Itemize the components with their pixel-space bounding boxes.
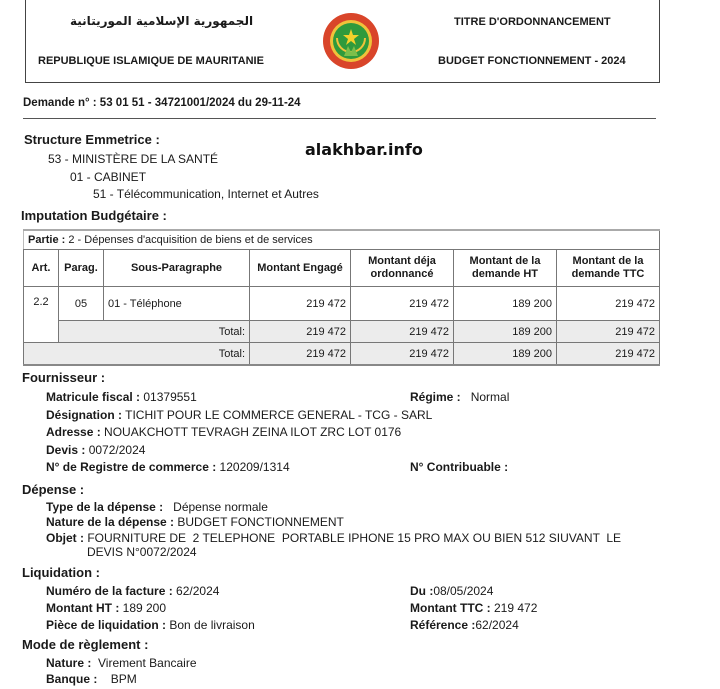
- nature-depense-value: BUDGET FONCTIONNEMENT: [177, 515, 344, 529]
- registre-label: N° de Registre de commerce :: [46, 460, 217, 474]
- nature-depense-label: Nature de la dépense :: [46, 515, 175, 529]
- budget-title: BUDGET FONCTIONNEMENT - 2024: [438, 55, 626, 67]
- table-row: [24, 287, 660, 321]
- objet-value-line2: DEVIS N°0072/2024: [87, 545, 197, 559]
- reference-label: Référence :: [410, 618, 476, 632]
- total-label: Total:: [24, 343, 250, 366]
- total-ht: 189 200: [454, 343, 557, 366]
- cell-art: 2.2: [24, 287, 59, 343]
- cell-ttc: 219 472: [557, 287, 660, 321]
- regime-value: Normal: [470, 390, 510, 404]
- col-montant-engage: Montant Engagé: [250, 250, 351, 287]
- fournisseur-title: Fournisseur :: [22, 370, 106, 385]
- montant-ht-label: Montant HT :: [46, 601, 120, 615]
- matricule-value: 01379551: [143, 390, 197, 404]
- objet-value-line1: FOURNITURE DE 2 TELEPHONE PORTABLE IPHONE 15 PRO MAX OU BIEN 512 SIUVANT LE: [87, 531, 622, 545]
- demande-number: Demande n° : 53 01 51 - 34721001/2024 du 29-11-24: [23, 97, 301, 109]
- du-label: Du :: [410, 584, 434, 598]
- designation-value: TICHIT POUR LE COMMERCE GENERAL - TCG - SARL: [125, 408, 433, 422]
- banque-label: Banque :: [46, 672, 98, 686]
- col-sous-paragraphe: Sous-Paragraphe: [104, 250, 250, 287]
- imputation-table: [23, 229, 660, 366]
- total-row: [24, 343, 660, 366]
- type-depense-value: Dépense normale: [173, 500, 268, 514]
- total-deja: 219 472: [351, 343, 454, 366]
- reference-value: 62/2024: [475, 618, 519, 632]
- reglement-title: Mode de règlement :: [22, 637, 149, 652]
- reglement-nature-value: Virement Bancaire: [98, 656, 197, 670]
- subtotal-ht: 189 200: [454, 321, 557, 343]
- subtotal-label: Total:: [59, 321, 250, 343]
- montant-ttc-value: 219 472: [494, 601, 538, 615]
- partie-value: 2 - Dépenses d'acquisition de biens et de services: [68, 234, 313, 246]
- col-art: Art.: [24, 250, 59, 287]
- registre-value: 120209/1314: [219, 460, 290, 474]
- facture-label: Numéro de la facture :: [46, 584, 173, 598]
- type-depense-label: Type de la dépense :: [46, 500, 164, 514]
- country-name-arabic: الجمهورية الإسلامية الموريتانية: [70, 14, 254, 28]
- col-montant-ttc: Montant de la demande TTC: [557, 250, 660, 287]
- structure-service: 51 - Télécommunication, Internet et Autres: [93, 187, 319, 201]
- devis-value: 0072/2024: [88, 443, 146, 457]
- subtotal-engage: 219 472: [250, 321, 351, 343]
- total-ttc: 219 472: [557, 343, 660, 366]
- col-montant-ht: Montant de la demande HT: [454, 250, 557, 287]
- col-parag: Parag.: [59, 250, 104, 287]
- cell-ht: 189 200: [454, 287, 557, 321]
- cell-engage: 219 472: [250, 287, 351, 321]
- regime-label: Régime :: [410, 390, 461, 404]
- divider: [23, 118, 656, 119]
- piece-label: Pièce de liquidation :: [46, 618, 167, 632]
- subtotal-deja: 219 472: [351, 321, 454, 343]
- adresse-label: Adresse :: [46, 425, 101, 439]
- designation-label: Désignation :: [46, 408, 123, 422]
- matricule-label: Matricule fiscal :: [46, 390, 141, 404]
- imputation-title: Imputation Budgétaire :: [21, 208, 167, 223]
- contribuable-label: N° Contribuable :: [410, 460, 509, 474]
- structure-title: Structure Emmetrice :: [24, 132, 160, 147]
- country-name-french: REPUBLIQUE ISLAMIQUE DE MAURITANIE: [38, 55, 264, 67]
- liquidation-title: Liquidation :: [22, 565, 100, 580]
- montant-ttc-label: Montant TTC :: [410, 601, 491, 615]
- subtotal-ttc: 219 472: [557, 321, 660, 343]
- depense-title: Dépense :: [22, 482, 85, 497]
- cell-sous: 01 - Téléphone: [104, 287, 250, 321]
- subtotal-row: [24, 321, 660, 343]
- cell-parag: 05: [59, 287, 104, 321]
- objet-label: Objet :: [46, 531, 84, 545]
- mauritania-coat-of-arms-icon: [322, 12, 380, 70]
- partie-label: Partie :: [28, 234, 66, 246]
- banque-value: BPM: [110, 672, 137, 686]
- watermark: alakhbar.info: [305, 140, 423, 159]
- devis-label: Devis :: [46, 443, 86, 457]
- montant-ht-value: 189 200: [122, 601, 167, 615]
- cell-deja: 219 472: [351, 287, 454, 321]
- structure-ministry: 53 - MINISTÈRE DE LA SANTÉ: [48, 152, 219, 166]
- du-value: 08/05/2024: [433, 584, 494, 598]
- total-engage: 219 472: [250, 343, 351, 366]
- col-montant-deja: Montant déja ordonnancé: [351, 250, 454, 287]
- piece-value: Bon de livraison: [169, 618, 255, 632]
- reglement-nature-label: Nature :: [46, 656, 92, 670]
- structure-cabinet: 01 - CABINET: [70, 170, 147, 184]
- facture-value: 62/2024: [176, 584, 220, 598]
- adresse-value: NOUAKCHOTT TEVRAGH ZEINA ILOT ZRC LOT 0176: [104, 425, 402, 439]
- document-title: TITRE D'ORDONNANCEMENT: [454, 16, 611, 28]
